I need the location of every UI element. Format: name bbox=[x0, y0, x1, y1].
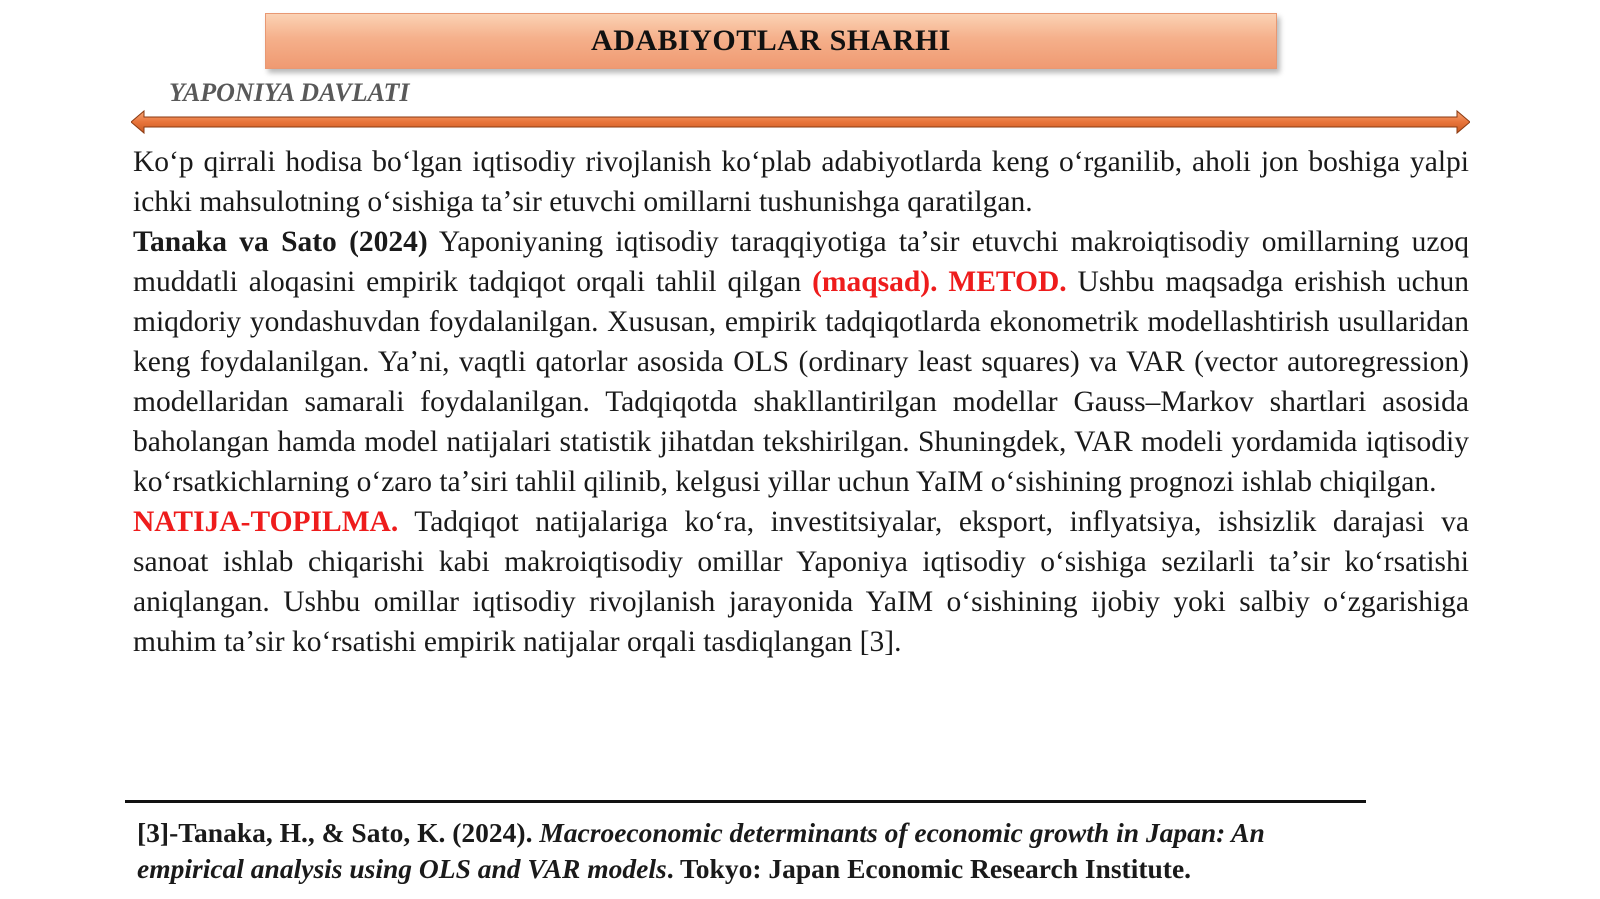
method-text-part1: Yaponiyaning iqtisodiy taraqqiyotiga taʼsir etuvchi makroiqtisodiy omillarning uzoq muddatli aloqasini empirik tadqiqot orqali tahlil qilgan bbox=[133, 226, 1469, 298]
slide-title-banner bbox=[265, 13, 1277, 69]
goal-method-tag: (maqsad). METOD. bbox=[812, 266, 1067, 298]
intro-paragraph: Koʻp qirrali hodisa boʻlgan iqtisodiy rivojlanish koʻplab adabiyotlarda keng oʻrganilib, aholi jon boshiga yalpi ichki mahsulotning oʻsishiga taʼsir etuvchi omillarni tushunishga qaratilgan. bbox=[133, 146, 1469, 218]
method-text-part2: Ushbu maqsadga erishish uchun miqdoriy yondashuvdan foydalanilgan. Xususan, empirik tadqiqotlarda ekonometrik modellashtirish usullaridan keng foydalanilgan. Yaʼni, vaqtli qatorlar asosida OLS (ordinary least squares) va VAR (vector autoregression) modellaridan samarali foydalanilgan. Tadqiqotda shakllantirilgan modellar Gauss–Markov shartlari asosida baholangan hamda model natijalari statistik jihatdan tekshirilgan. Shuningdek, VAR modeli yordamida iqtisodiy koʻrsatkichlarning oʻzaro taʼsiri tahlil qilinib, kelgusi yillar uchun YaIM oʻsishining prognozi ishlab chiqilgan. bbox=[133, 266, 1469, 498]
results-tag: NATIJA-TOPILMA. bbox=[133, 506, 399, 538]
reference-title: Macroeconomic determinants of economic growth in Japan: An empirical analysis using OLS and VAR models bbox=[137, 817, 1265, 884]
reference-publisher: . Tokyo: Japan Economic Research Institute. bbox=[666, 853, 1192, 884]
double-arrow-divider bbox=[131, 108, 1470, 136]
literature-review-body bbox=[133, 142, 1469, 662]
reference-authors: [3]-Tanaka, H., & Sato, K. (2024). bbox=[137, 817, 540, 848]
results-paragraph bbox=[133, 502, 1469, 662]
slide-title: ADABIYOTLAR SHARHI bbox=[591, 24, 951, 57]
study-authors: Tanaka va Sato (2024) bbox=[133, 226, 428, 258]
results-text: Tadqiqot natijalariga koʻra, investitsiyalar, eksport, inflyatsiya, ishsizlik darajasi va sanoat ishlab chiqarishi kabi makroiqtisodiy omillar Yaponiya iqtisodiy oʻsishiga sezilarli taʼsir koʻrsatishi aniqlangan. Ushbu omillar iqtisodiy rivojlanish jarayonida YaIM oʻsishining ijobiy yoki salbiy oʻzgarishiga muhim taʼsir koʻrsatishi empirik natijalar orqali tasdiqlangan [3]. bbox=[133, 506, 1469, 658]
reference-divider bbox=[125, 800, 1366, 803]
reference-citation bbox=[137, 815, 1377, 887]
method-paragraph bbox=[133, 222, 1469, 502]
section-subtitle: YAPONIYA DAVLATI bbox=[169, 78, 410, 107]
